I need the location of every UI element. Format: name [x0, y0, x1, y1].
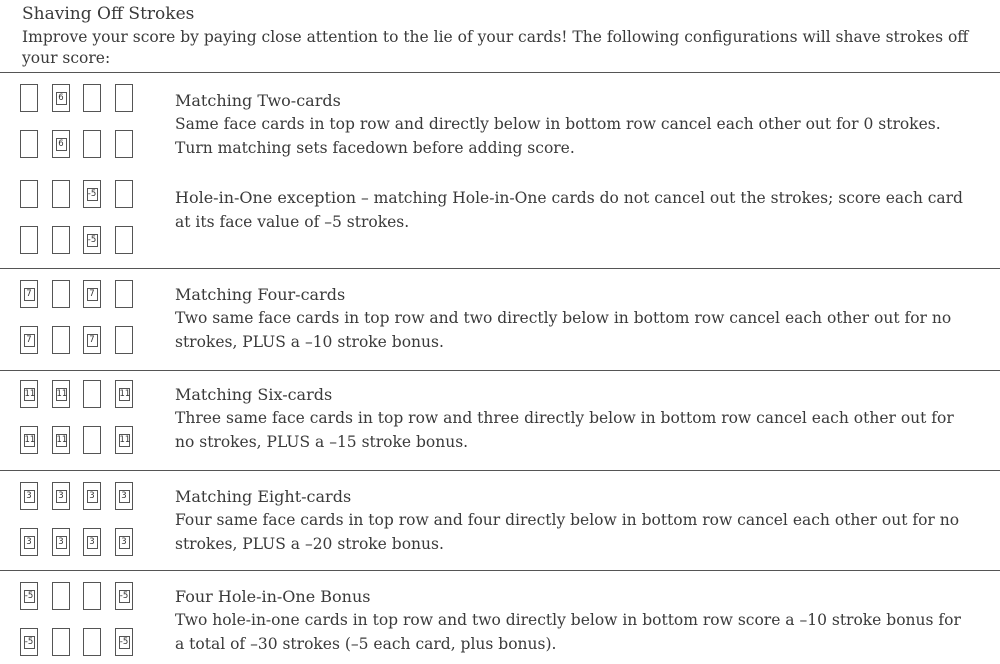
card	[52, 226, 70, 254]
card	[20, 226, 38, 254]
card	[20, 130, 38, 158]
card-face-value: 11	[56, 389, 68, 399]
card-face-value: 3	[56, 490, 67, 503]
card-face-value: 3	[119, 536, 130, 549]
card	[20, 380, 38, 408]
bottom-card-row	[20, 628, 144, 660]
card	[20, 426, 38, 454]
card	[52, 482, 70, 510]
bottom-card-row	[20, 226, 144, 258]
rule-title: Matching Two-cards	[175, 91, 341, 110]
intro-section	[22, 4, 982, 69]
card	[83, 130, 101, 158]
card	[115, 280, 133, 308]
rule-description	[175, 486, 975, 556]
divider	[0, 370, 1000, 371]
card-face-value: 7	[24, 288, 35, 301]
rule-text: Four same face cards in top row and four directly below in bottom row cancel each other out for no strokes, PLUS a –20 stroke bonus.	[175, 511, 960, 553]
top-card-row	[20, 84, 144, 116]
card-face-value: 11	[119, 389, 131, 399]
rule-text: Two hole-in-one cards in top row and two directly below in bottom row score a –10 stroke bonus for a total of –30 strokes (–5 each card, plus bonus).	[175, 611, 961, 653]
card-face-value: -5	[87, 189, 97, 199]
card	[52, 280, 70, 308]
card	[115, 582, 133, 610]
card	[83, 84, 101, 112]
top-card-row	[20, 280, 144, 312]
rule-text-block	[175, 186, 975, 234]
card	[115, 628, 133, 656]
card-face-value: 11	[119, 435, 131, 445]
card	[20, 180, 38, 208]
card	[83, 326, 101, 354]
bottom-card-row	[20, 426, 144, 458]
card-face-value: 11	[24, 389, 36, 399]
card	[115, 426, 133, 454]
rule-title: Matching Eight-cards	[175, 487, 352, 506]
card-face-value: 7	[87, 288, 98, 301]
rule-description	[175, 586, 975, 656]
card	[52, 380, 70, 408]
rule-title: Matching Six-cards	[175, 385, 333, 404]
card	[83, 226, 101, 254]
rule-title: Four Hole-in-One Bonus	[175, 587, 371, 606]
card	[83, 380, 101, 408]
card-face-value: -5	[87, 235, 97, 245]
bottom-card-row	[20, 326, 144, 358]
top-card-row	[20, 582, 144, 614]
card	[52, 582, 70, 610]
card-face-value: 3	[24, 490, 35, 503]
card	[52, 130, 70, 158]
card-face-value: 3	[87, 536, 98, 549]
card	[115, 528, 133, 556]
card	[115, 84, 133, 112]
card	[83, 426, 101, 454]
card	[52, 628, 70, 656]
rule-title: Matching Four-cards	[175, 285, 346, 304]
card	[20, 326, 38, 354]
divider	[0, 570, 1000, 571]
rule-text: Three same face cards in top row and three directly below in bottom row cancel each other out for no strokes, PLUS a –15 stroke bonus.	[175, 409, 954, 451]
card	[115, 326, 133, 354]
card	[83, 280, 101, 308]
card-face-value: -5	[24, 591, 34, 601]
intro-text: Improve your score by paying close attention to the lie of your cards! The following configurations will shave strokes off your score:	[22, 28, 969, 67]
card	[52, 528, 70, 556]
card-face-value: 3	[87, 490, 98, 503]
card	[115, 180, 133, 208]
card	[20, 280, 38, 308]
divider	[0, 268, 1000, 269]
card	[20, 482, 38, 510]
card	[115, 380, 133, 408]
card-face-value: 3	[24, 536, 35, 549]
bottom-card-row	[20, 130, 144, 162]
card	[20, 84, 38, 112]
rule-description	[175, 384, 975, 454]
card	[20, 528, 38, 556]
rule-text: Two same face cards in top row and two directly below in bottom row cancel each other out for no strokes, PLUS a –10 stroke bonus.	[175, 309, 952, 351]
bottom-card-row	[20, 528, 144, 560]
rule-description	[175, 186, 975, 234]
card	[20, 582, 38, 610]
card-face-value: 7	[24, 334, 35, 347]
card	[83, 528, 101, 556]
card-face-value: 11	[24, 435, 36, 445]
section-title: Shaving Off Strokes	[22, 4, 195, 24]
card-face-value: -5	[24, 637, 34, 647]
top-card-row	[20, 380, 144, 412]
divider	[0, 470, 1000, 471]
rule-description	[175, 284, 975, 354]
top-card-row	[20, 482, 144, 514]
rule-text: – matching Hole-in-One cards do not cancel out the strokes; score each card at its face value of –5 strokes.	[175, 189, 963, 231]
card-face-value: 3	[119, 490, 130, 503]
card	[52, 180, 70, 208]
top-card-row	[20, 180, 144, 212]
rule-text: Same face cards in top row and directly below in bottom row cancel each other out for 0 strokes. Turn matching sets facedown before adding score.	[175, 115, 941, 157]
card	[115, 482, 133, 510]
card	[83, 628, 101, 656]
card	[52, 426, 70, 454]
card-face-value: 6	[56, 92, 67, 105]
card	[20, 628, 38, 656]
card	[52, 326, 70, 354]
card	[83, 482, 101, 510]
rule-description	[175, 90, 975, 160]
divider	[0, 72, 1000, 73]
card-face-value: -5	[119, 637, 129, 647]
card	[52, 84, 70, 112]
card	[115, 226, 133, 254]
card-face-value: 7	[87, 334, 98, 347]
card-face-value: -5	[119, 591, 129, 601]
card-face-value: 11	[56, 435, 68, 445]
card-face-value: 3	[56, 536, 67, 549]
rule-title: Hole-in-One exception	[175, 188, 357, 207]
card	[115, 130, 133, 158]
card	[83, 582, 101, 610]
card-face-value: 6	[56, 138, 67, 151]
card	[83, 180, 101, 208]
